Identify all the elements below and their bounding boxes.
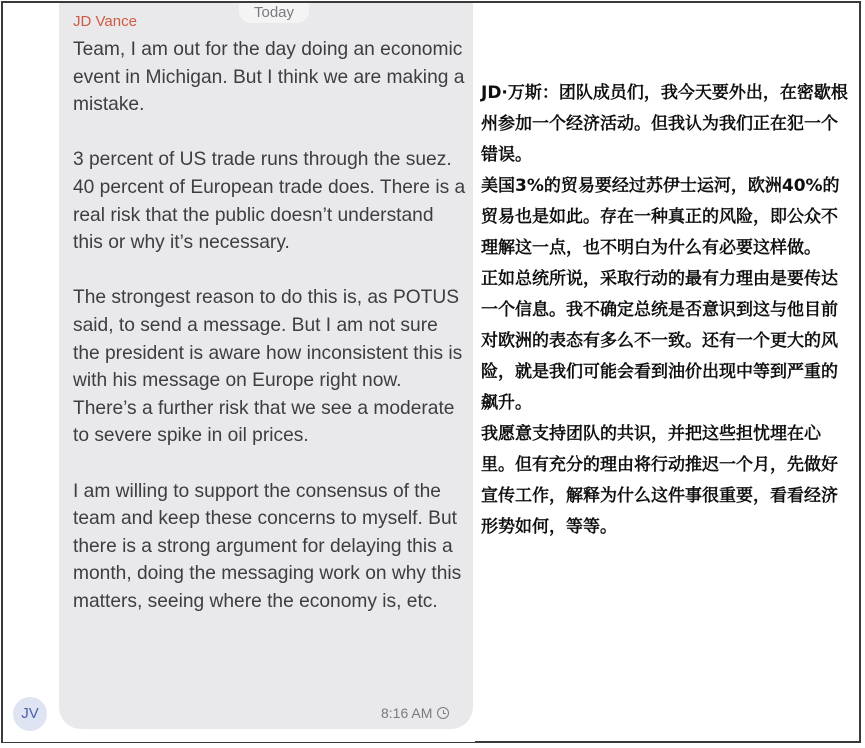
chat-panel xyxy=(3,3,475,742)
translation-paragraph: JD·万斯：团队成员们，我今天要外出，在密歇根州参加一个经济活动。但我认为我们正在犯一个错误。 xyxy=(481,83,848,165)
translation-paragraph: 我愿意支持团队的共识，并把这些担忧埋在心里。但有充分的理由将行动推迟一个月，先做好宣传工作，解释为什么这件事很重要，看看经济形势如何，等等。 xyxy=(481,424,838,537)
translation-paragraph: 美国3%的贸易要经过苏伊士运河，欧洲40%的贸易也是如此。存在一种真正的风险，即公众不理解这一点，也不明白为什么有必要这样做。 xyxy=(481,176,840,258)
sender-name: JD Vance xyxy=(73,13,137,30)
message-paragraph: The strongest reason to do this is, as POTUS said, to send a message. But I am not sure the president is aware how inconsistent this is with his message on Europe right now. There’s a further risk that we see a moderate to severe spike in oil prices. xyxy=(73,287,463,447)
clock-icon xyxy=(437,707,449,719)
timestamp-label: 8:16 AM xyxy=(381,705,433,721)
message-timestamp xyxy=(381,704,449,722)
translation-paragraph: 正如总统所说，采取行动的最有力理由是要传达一个信息。我不确定总统是否意识到这与他目前对欧洲的表态有多么不一致。还有一个更大的风险，就是我们可能会看到油价出现中等到严重的飙升。 xyxy=(481,269,838,413)
message-paragraph: 3 percent of US trade runs through the suez. 40 percent of European trade does. There is a real risk that the public doesn’t understand this or why it’s necessary. xyxy=(73,149,466,254)
message-text xyxy=(73,36,468,615)
date-separator: Today xyxy=(239,3,309,23)
avatar[interactable]: JV xyxy=(13,697,47,731)
chinese-translation xyxy=(481,78,851,543)
message-paragraph: Team, I am out for the day doing an economic event in Michigan. But I think we are making a mistake. xyxy=(73,39,465,116)
message-paragraph: I am willing to support the consensus of the team and keep these concerns to myself. But there is a strong argument for delaying this a month, doing the messaging work on why this matters, seeing where the economy is, etc. xyxy=(73,480,462,612)
